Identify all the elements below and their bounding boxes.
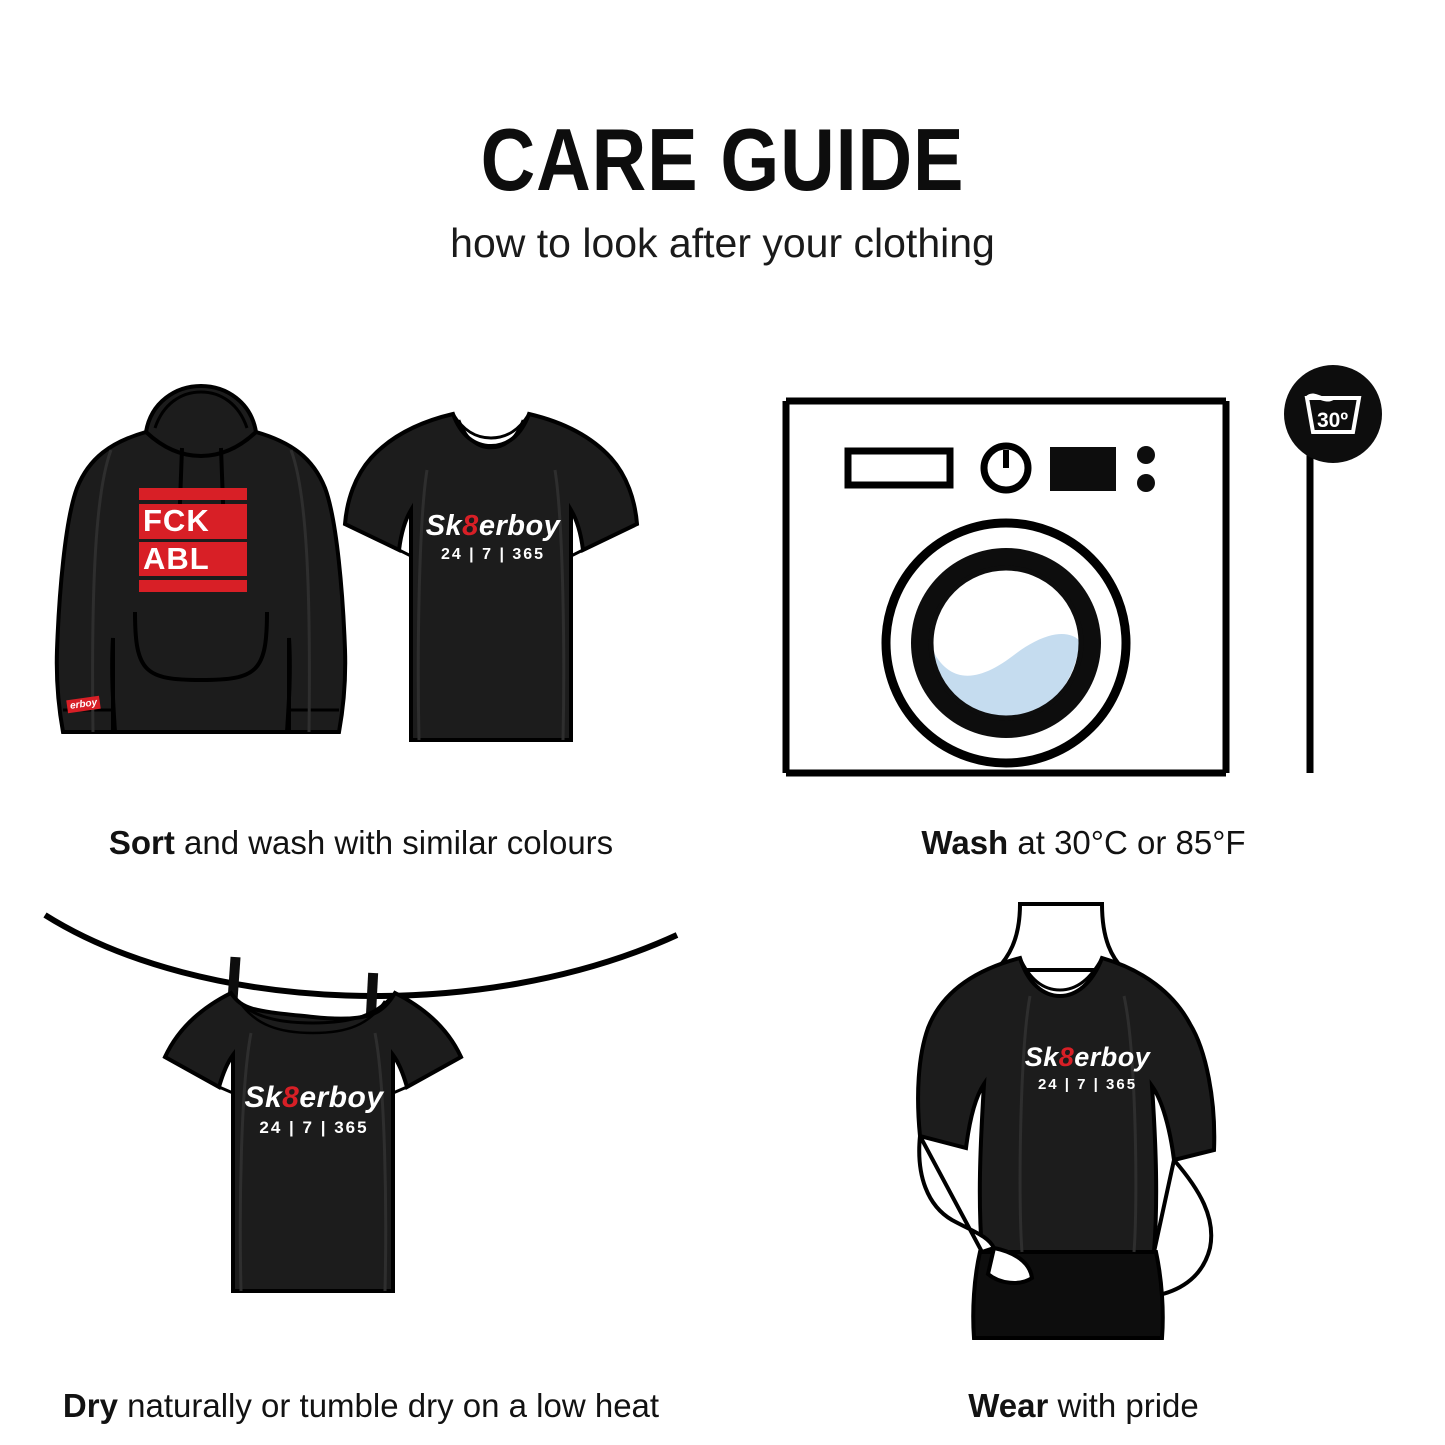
- wear-caption: [722, 1387, 1445, 1425]
- dry-caption: [0, 1387, 722, 1425]
- wear-caption-bold: Wear: [968, 1387, 1049, 1424]
- brand-wordmark: Sk8erboy: [1024, 1042, 1151, 1072]
- wash-caption-rest: at 30°C or 85°F: [1008, 824, 1246, 861]
- dry-caption-rest: naturally or tumble dry on a low heat: [117, 1387, 660, 1424]
- print-line-2: ABL: [139, 542, 247, 577]
- page-subtitle: how to look after your clothing: [450, 219, 995, 266]
- sort-caption-bold: Sort: [108, 824, 175, 861]
- cuff-brand-label: erboy: [66, 696, 101, 713]
- wear-caption-rest: with pride: [1048, 1387, 1199, 1424]
- page-header: [0, 0, 1445, 267]
- care-step-dry: [0, 900, 722, 1445]
- brand-tagline: 24 | 7 | 365: [1037, 1076, 1138, 1093]
- wash-caption: [722, 824, 1445, 862]
- brand-wordmark: Sk8erboy: [244, 1081, 384, 1114]
- tshirt-illustration: [341, 400, 641, 760]
- wash-caption-bold: Wash: [921, 824, 1009, 861]
- model-illustration: [824, 900, 1344, 1340]
- print-top-bar: [139, 488, 247, 500]
- clothesline-illustration: [41, 905, 681, 1335]
- wear-illustration: [722, 900, 1445, 1340]
- brand-wordmark: Sk8erboy: [425, 510, 561, 542]
- wash-symbol-badge: [1284, 365, 1382, 463]
- print-bottom-bar: [139, 580, 247, 592]
- wash-illustration: [722, 330, 1445, 800]
- sort-caption: [0, 824, 722, 862]
- print-line-1: FCK: [139, 504, 247, 539]
- care-step-wash: [722, 330, 1445, 900]
- care-step-wear: [722, 900, 1445, 1445]
- dry-caption-bold: Dry: [62, 1387, 118, 1424]
- care-steps-grid: [0, 330, 1445, 1445]
- dry-illustration: [0, 900, 722, 1340]
- wash-temperature-label: 30º: [1316, 409, 1349, 432]
- sort-illustration: [0, 330, 722, 800]
- page-title: CARE GUIDE: [480, 110, 965, 209]
- brand-tagline: 24 | 7 | 365: [440, 546, 546, 563]
- brand-tagline: 24 | 7 | 365: [259, 1118, 369, 1137]
- hoodie-print: [139, 488, 247, 596]
- care-step-sort: [0, 330, 722, 900]
- sort-caption-rest: and wash with similar colours: [174, 824, 614, 861]
